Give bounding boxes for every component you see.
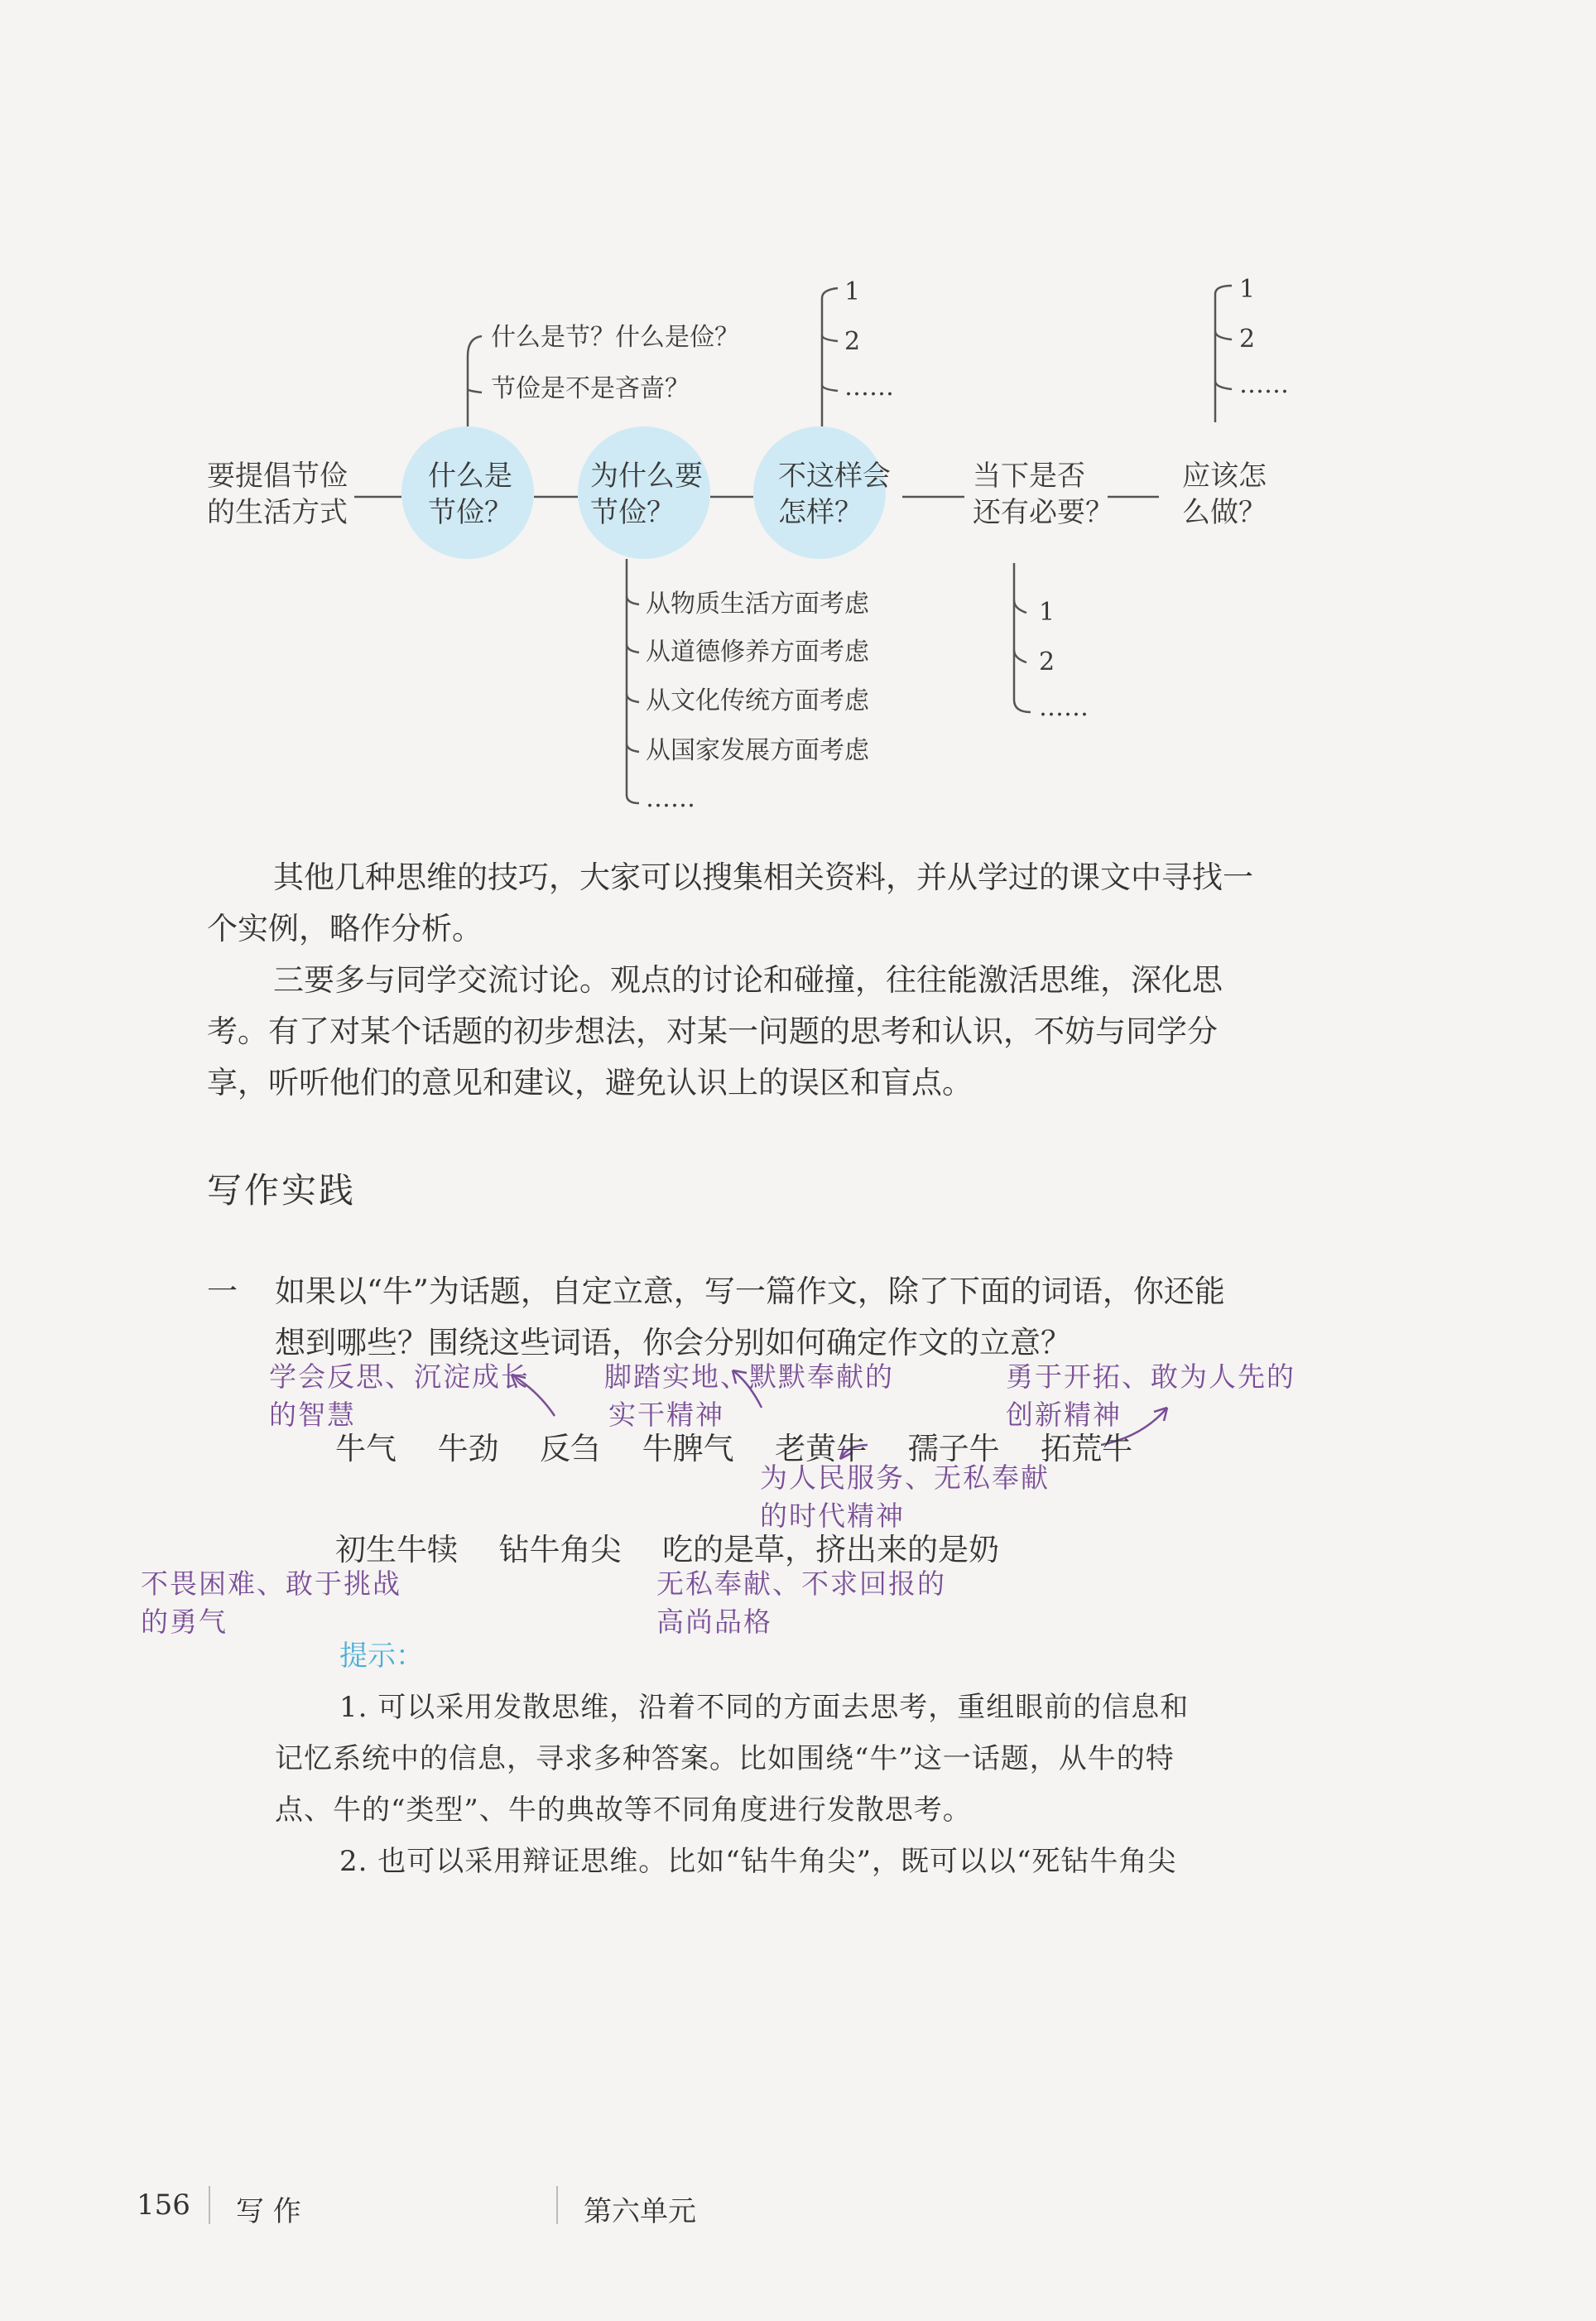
node-label: 什么是 xyxy=(428,460,512,493)
word: 反刍 xyxy=(540,1431,602,1466)
node4-sub-2: 2 xyxy=(1039,648,1055,677)
node3-sub-3: …… xyxy=(844,373,894,402)
handwritten-line: 的时代精神 xyxy=(760,1500,905,1532)
hint-1-line-3: 点、牛的“类型”、牛的典故等不同角度进行发散思考。 xyxy=(275,1794,972,1827)
node2-sub-4: 从国家发展方面考虑 xyxy=(646,736,869,765)
mindmap-node-consequence xyxy=(778,458,891,531)
mindmap-node-necessity xyxy=(973,458,1113,531)
mindmap-root xyxy=(207,458,348,531)
footer-divider xyxy=(556,2186,558,2224)
paragraph-2-line-3: 享，听听他们的意见和建议，避免认识上的误区和盲点。 xyxy=(207,1065,973,1100)
paragraph-1-line-1: 其他几种思维的技巧，大家可以搜集相关资料，并从学过的课文中寻找一 xyxy=(273,860,1253,895)
page-number: 156 xyxy=(137,2189,190,2222)
word: 初生牛犊 xyxy=(335,1532,458,1567)
word: 拓荒牛 xyxy=(1041,1431,1133,1466)
paragraph-2-line-2: 考。有了对某个话题的初步想法，对某一问题的思考和认识，不妨与同学分 xyxy=(207,1014,1218,1049)
node2-sub-2: 从道德修养方面考虑 xyxy=(646,638,869,667)
node-label: 当下是否 xyxy=(973,460,1085,493)
node-label: 节俭？ xyxy=(590,496,675,529)
node2-sub-5: …… xyxy=(646,784,695,813)
node3-sub-1: 1 xyxy=(844,277,861,306)
footer-divider xyxy=(209,2186,210,2224)
handwritten-line: 实干精神 xyxy=(608,1399,724,1431)
word: 牛劲 xyxy=(437,1431,499,1466)
mindmap-node-why xyxy=(590,458,703,531)
paragraph-2-line-1: 三要多与同学交流讨论。观点的讨论和碰撞，往往能激活思维，深化思 xyxy=(273,962,1223,998)
hint-label: 提示： xyxy=(339,1640,424,1673)
handwritten-line: 脚踏实地、默默奉献的 xyxy=(604,1360,894,1393)
exercise-number: 一 xyxy=(207,1274,238,1309)
node-label: 不这样会 xyxy=(778,460,891,493)
handwritten-line: 无私奉献、不求回报的 xyxy=(656,1567,946,1600)
node2-sub-3: 从文化传统方面考虑 xyxy=(646,686,869,715)
node5-sub-2: 2 xyxy=(1239,325,1256,354)
word: 牛气 xyxy=(335,1431,397,1466)
node1-sub-1: 什么是节？什么是俭？ xyxy=(491,323,739,352)
handwritten-line: 创新精神 xyxy=(1006,1399,1122,1431)
word: 钻牛角尖 xyxy=(498,1532,622,1567)
handwritten-line: 勇于开拓、敢为人先的 xyxy=(1006,1360,1296,1393)
exercise-line-2: 想到哪些？围绕这些词语，你会分别如何确定作文的立意？ xyxy=(275,1325,1071,1360)
handwritten-line: 高尚品格 xyxy=(656,1606,772,1638)
node-label: 应该怎 xyxy=(1182,460,1267,493)
paragraph-1-line-2: 个实例，略作分析。 xyxy=(207,911,483,946)
hint-1-line-1: 1. 可以采用发散思维，沿着不同的方面去思考，重组眼前的信息和 xyxy=(339,1691,1190,1724)
node3-sub-2: 2 xyxy=(844,327,861,356)
handwritten-note-6 xyxy=(656,1565,946,1641)
node-label: 么做？ xyxy=(1182,496,1267,529)
mindmap-root-line2: 的生活方式 xyxy=(207,496,348,529)
node-label: 为什么要 xyxy=(590,460,703,493)
footer-unit: 第六单元 xyxy=(584,2195,696,2228)
node1-sub-2: 节俭是不是吝啬？ xyxy=(491,374,690,403)
word: 吃的是草，挤出来的是奶 xyxy=(662,1532,1000,1567)
handwritten-line: 为人民服务、无私奉献 xyxy=(760,1461,1050,1494)
node-label: 还有必要？ xyxy=(973,496,1113,529)
word: 牛脾气 xyxy=(642,1431,734,1466)
hint-2-line-1: 2. 也可以采用辩证思维。比如“钻牛角尖”，既可以以“死钻牛角尖 xyxy=(339,1845,1177,1878)
node5-sub-3: …… xyxy=(1239,370,1289,399)
handwritten-line: 的勇气 xyxy=(141,1606,228,1638)
word: 老黄牛 xyxy=(775,1431,868,1466)
handwritten-note-5 xyxy=(141,1565,401,1641)
node-label: 节俭？ xyxy=(428,496,512,529)
node-label: 怎样？ xyxy=(778,496,863,529)
handwritten-line: 学会反思、沉淀成长 xyxy=(269,1360,530,1393)
footer-section: 写 作 xyxy=(236,2195,301,2228)
mindmap-node-what xyxy=(428,458,512,531)
node4-sub-1: 1 xyxy=(1039,598,1055,627)
handwritten-line: 不畏困难、敢于挑战 xyxy=(141,1567,401,1600)
mindmap-node-action xyxy=(1182,458,1267,531)
word: 孺子牛 xyxy=(907,1431,1000,1466)
node2-sub-1: 从物质生活方面考虑 xyxy=(646,590,869,619)
section-title: 写作实践 xyxy=(207,1170,357,1211)
exercise-line-1: 如果以“牛”为话题，自定立意，写一篇作文，除了下面的词语，你还能 xyxy=(275,1274,1225,1309)
node5-sub-1: 1 xyxy=(1239,275,1256,304)
mindmap-root-line1: 要提倡节俭 xyxy=(207,460,348,493)
handwritten-line: 的智慧 xyxy=(269,1399,356,1431)
node4-sub-3: …… xyxy=(1039,693,1089,722)
hint-1-line-2: 记忆系统中的信息，寻求多种答案。比如围绕“牛”这一话题，从牛的特 xyxy=(275,1742,1175,1775)
